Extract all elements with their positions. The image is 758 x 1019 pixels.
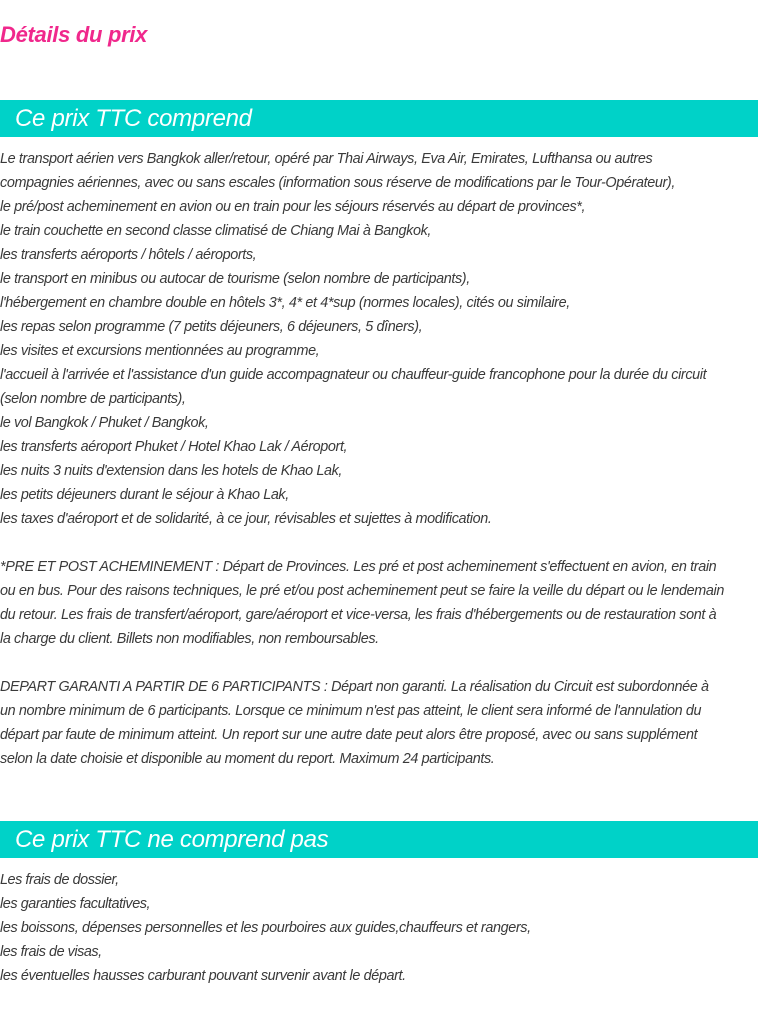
page-title: Détails du prix bbox=[0, 22, 148, 47]
excluded-item: les boissons, dépenses personnelles et les pourboires aux guides,chauffeurs et rangers, bbox=[0, 920, 531, 936]
included-item: le pré/post acheminement en avion ou en train pour les séjours réservés au départ de provinces*, bbox=[0, 199, 586, 215]
included-item: les taxes d'aéroport et de solidarité, à ce jour, révisables et sujettes à modification. bbox=[0, 511, 492, 527]
depart-garanti-note bbox=[0, 675, 758, 771]
included-item: les transferts aéroport Phuket / Hotel Khao Lak / Aéroport, bbox=[0, 439, 348, 455]
note-line: un nombre minimum de 6 participants. Lorsque ce minimum n'est pas atteint, le client sera informé de l'annulation du bbox=[0, 703, 702, 719]
excluded-list bbox=[0, 868, 758, 988]
included-item: le vol Bangkok / Phuket / Bangkok, bbox=[0, 415, 209, 431]
included-item: les petits déjeuners durant le séjour à Khao Lak, bbox=[0, 487, 289, 503]
note-line: ou en bus. Pour des raisons techniques, le pré et/ou post acheminement peut se faire la veille du départ ou le lendemain bbox=[0, 583, 724, 599]
included-item: l'accueil à l'arrivée et l'assistance d'un guide accompagnateur ou chauffeur-guide francophone pour la durée du circuit bbox=[0, 367, 707, 383]
excluded-item: les garanties facultatives, bbox=[0, 896, 151, 912]
note-line: départ par faute de minimum atteint. Un report sur une autre date peut alors être proposé, avec ou sans supplément bbox=[0, 727, 698, 743]
excluded-item: les éventuelles hausses carburant pouvant survenir avant le départ. bbox=[0, 968, 406, 984]
excluded-section-header: Ce prix TTC ne comprend pas bbox=[0, 821, 758, 858]
preacheminement-note bbox=[0, 555, 758, 651]
included-item: Le transport aérien vers Bangkok aller/retour, opéré par Thai Airways, Eva Air, Emirates, Lufthansa ou autres bbox=[0, 151, 653, 167]
included-item: les repas selon programme (7 petits déjeuners, 6 déjeuners, 5 dîners), bbox=[0, 319, 423, 335]
included-item: le train couchette en second classe climatisé de Chiang Mai à Bangkok, bbox=[0, 223, 432, 239]
included-item: les visites et excursions mentionnées au programme, bbox=[0, 343, 320, 359]
included-item: (selon nombre de participants), bbox=[0, 391, 186, 407]
included-item: l'hébergement en chambre double en hôtels 3*, 4* et 4*sup (normes locales), cités ou similaire, bbox=[0, 295, 570, 311]
note-line: du retour. Les frais de transfert/aéroport, gare/aéroport et vice-versa, les frais d'hébergements ou de restauration sont à bbox=[0, 607, 717, 623]
excluded-item: Les frais de dossier, bbox=[0, 872, 119, 888]
included-item: compagnies aériennes, avec ou sans escales (information sous réserve de modifications par le Tour-Opérateur), bbox=[0, 175, 675, 191]
excluded-item: les frais de visas, bbox=[0, 944, 102, 960]
included-list bbox=[0, 147, 758, 531]
note-line: *PRE ET POST ACHEMINEMENT : Départ de Provinces. Les pré et post acheminement s'effectuent en avion, en train bbox=[0, 559, 717, 575]
included-section-header: Ce prix TTC comprend bbox=[0, 100, 758, 137]
note-line: selon la date choisie et disponible au moment du report. Maximum 24 participants. bbox=[0, 751, 495, 767]
included-item: le transport en minibus ou autocar de tourisme (selon nombre de participants), bbox=[0, 271, 470, 287]
included-item: les nuits 3 nuits d'extension dans les hotels de Khao Lak, bbox=[0, 463, 343, 479]
note-line: DEPART GARANTI A PARTIR DE 6 PARTICIPANTS : Départ non garanti. La réalisation du Circuit est subordonnée à bbox=[0, 679, 709, 695]
included-item: les transferts aéroports / hôtels / aéroports, bbox=[0, 247, 257, 263]
note-line: la charge du client. Billets non modifiables, non remboursables. bbox=[0, 631, 379, 647]
